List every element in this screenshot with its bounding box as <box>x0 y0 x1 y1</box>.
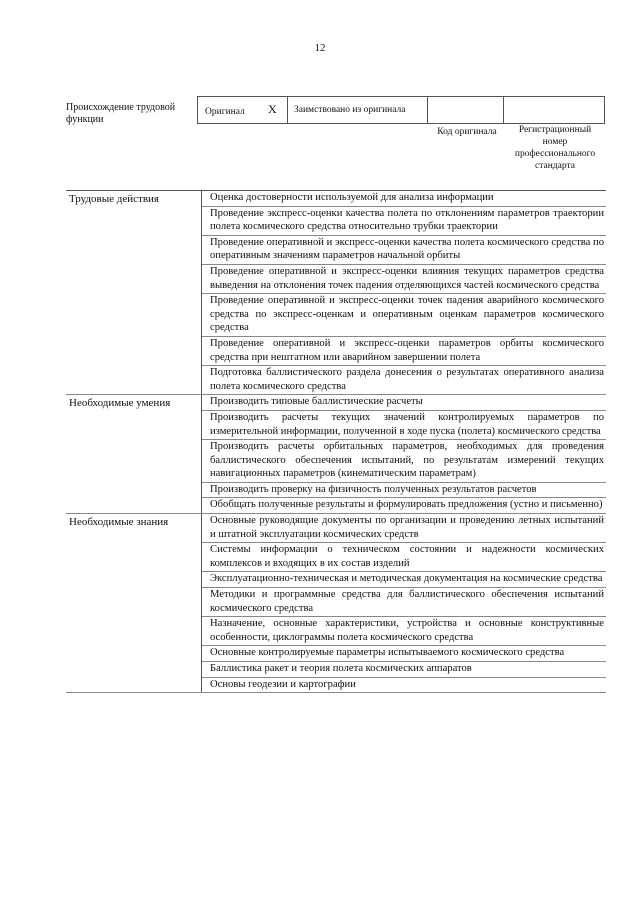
section-rows <box>202 191 606 394</box>
section-rows <box>202 514 606 692</box>
code-caption: Код оригинала <box>437 127 497 137</box>
section-label: Необходимые знания <box>66 514 202 692</box>
reg-number-caption: Регистрационный номер профессионального стандарта <box>514 125 596 171</box>
page-number: 12 <box>314 42 326 54</box>
table-row: Основные руководящие документы по организации и проведению летных испытаний и штатной эксплуатации космических средств <box>202 514 606 543</box>
table-row: Проведение экспресс-оценки качества полета по отклонениям параметров траектории полета космического средства относительно трубки траектории <box>202 207 606 236</box>
table-row: Проведение оперативной и экспресс-оценки параметров орбиты космического средства при нештатном или аварийном завершении полета <box>202 337 606 366</box>
original-mark: X <box>268 102 277 116</box>
origin-label: Происхождение трудовой функции <box>66 102 176 125</box>
table-row: Производить расчеты орбитальных параметров, необходимых для проведения баллистического обеспечения испытаний, по результатам измерений текущих навигационных параметров (кинематическим параметрам) <box>202 440 606 483</box>
section-rows <box>202 395 606 513</box>
table-row: Баллистика ракет и теория полета космических аппаратов <box>202 662 606 678</box>
table-row: Оценка достоверности используемой для анализа информации <box>202 191 606 207</box>
labor-function-table <box>66 190 606 693</box>
table-row: Проведение оперативной и экспресс-оценки точек падения аварийного космического средства по экспресс-оценкам и оперативным оценкам параметров космического средства <box>202 294 606 337</box>
table-row: Подготовка баллистического раздела донесения о результатах оперативного анализа полета космического средства <box>210 367 604 392</box>
table-row: Обобщать полученные результаты и формулировать предложения (устно и письменно) <box>210 499 603 511</box>
table-row: Назначение, основные характеристики, устройства и основные конструктивные особенности, циклограммы полета космического средства <box>202 617 606 646</box>
table-row: Производить проверку на физичность полученных результатов расчетов <box>202 483 606 499</box>
table-row: Системы информации о техническом состоянии и надежности космических комплексов и входящих в их состав изделий <box>202 543 606 572</box>
table-row: Проведение оперативной и экспресс-оценки качества полета космического средства по оперативным значениям параметров начальной орбиты <box>202 236 606 265</box>
origin-table <box>197 96 605 124</box>
section-label: Трудовые действия <box>66 191 202 394</box>
table-row: Эксплуатационно-техническая и методическая документация на космические средства <box>202 572 606 588</box>
section-required-knowledge <box>66 514 606 693</box>
section-labor-actions <box>66 191 606 395</box>
table-row: Методики и программные средства для баллистического обеспечения испытаний космического средства <box>202 588 606 617</box>
reg-number-cell <box>504 97 604 123</box>
table-row: Основные контролируемые параметры испытываемого космического средства <box>202 646 606 662</box>
original-label: Оригинал <box>205 107 245 117</box>
original-cell <box>198 97 288 123</box>
code-cell <box>428 97 504 123</box>
table-row: Основы геодезии и картографии <box>210 678 356 690</box>
borrowed-cell <box>288 97 428 123</box>
table-row: Проведение оперативной и экспресс-оценки влияния текущих параметров средства выведения на отклонения точек падения отделяющихся частей космического средства <box>202 265 606 294</box>
table-row: Производить типовые баллистические расчеты <box>202 395 606 411</box>
borrowed-label: Заимствовано из оригинала <box>294 105 406 115</box>
table-row: Производить расчеты текущих значений контролируемых параметров по измерительной информации, полученной в ходе пуска (полета) космического средства <box>202 411 606 440</box>
section-label: Необходимые умения <box>66 395 202 513</box>
section-required-skills <box>66 395 606 514</box>
